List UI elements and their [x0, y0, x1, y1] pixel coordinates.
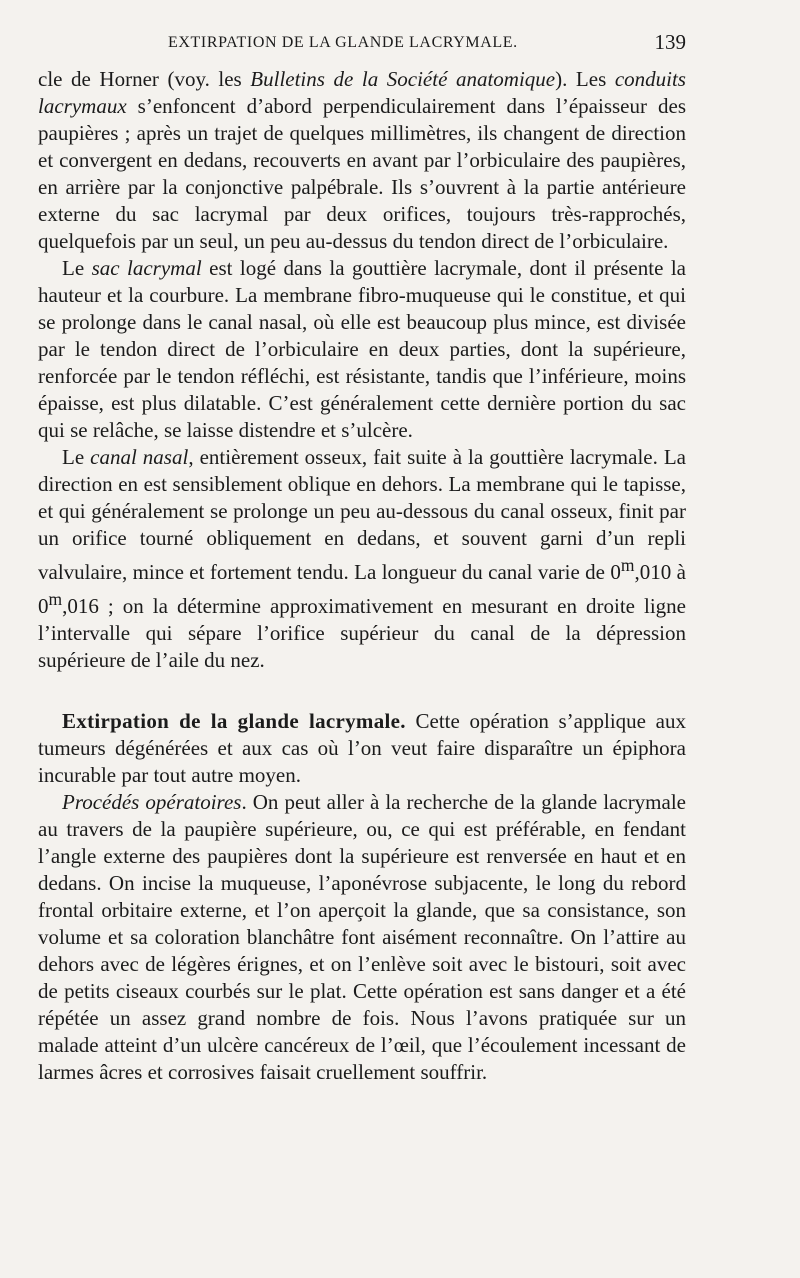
paragraph-nasal-canal: [38, 444, 686, 674]
paragraph-lacrymal-ducts: [38, 66, 686, 255]
text-run: s’enfoncent d’abord perpendiculairement dans l’épaisseur des paupières ; après un trajet de quelques millimètres, ils changent de direction et convergent en dedans, recouverts en avant par l’orbiculaire des paupières, en arrière par la conjonctive palpébrale. Ils s’ouvrent à la partie antérieure externe du sac lacrymal par deux orifices, toujours très-rapprochés, quelquefois par un seul, un peu au-dessus du tendon direct de l’orbiculaire.: [38, 94, 686, 253]
text-run: Le: [62, 256, 92, 280]
paragraph-lacrymal-sac: [38, 255, 686, 444]
italic-citation: Bulletins de la Société anatomique: [250, 67, 556, 91]
text-run: Cette opération s’applique aux tumeurs dégénérées et aux cas où l’on veut faire disparaître un épiphora incurable par tout autre moyen.: [38, 709, 686, 787]
superscript-unit: m: [620, 555, 635, 575]
page-header: [38, 30, 686, 60]
text-run: ). Les: [555, 67, 615, 91]
running-title: EXTIRPATION DE LA GLANDE LACRYMALE.: [168, 34, 518, 51]
text-run: ,016 ; on la détermine approximativement en mesurant en droite ligne l’intervalle qui sépare l’orifice supérieur du canal de la dépression supérieure de l’aile du nez.: [38, 594, 686, 672]
italic-subheading: Procédés opératoires: [62, 790, 242, 814]
body-text: [38, 66, 686, 1086]
page-number: 139: [654, 30, 686, 54]
italic-term: conduits lacrymaux: [38, 67, 686, 118]
superscript-unit: m: [48, 589, 63, 609]
text-run: , entièrement osseux, fait suite à la gouttière lacrymale. La direction en est sensiblement oblique en dehors. La membrane qui le tapisse, et qui généralement se prolonge un peu au-dessous du canal osseux, finit par un orifice tourné obliquement en dedans, et souvent garni d’un repli valvulaire, mince et fortement tendu. La longueur du canal varie de 0: [38, 445, 687, 584]
section-gap: [38, 674, 686, 708]
paragraph-extirpation: [38, 708, 686, 789]
text-run: cle de Horner (voy. les: [38, 67, 251, 91]
italic-term: canal nasal: [90, 445, 189, 469]
section-heading: Extirpation de la glande lacrymale.: [62, 709, 406, 733]
italic-term: sac lacrymal: [91, 256, 202, 280]
text-run: ,010 à 0: [38, 560, 686, 618]
paragraph-operative-procedures: [38, 789, 686, 1086]
text-run: Le: [62, 445, 91, 469]
text-run: . On peut aller à la recherche de la glande lacrymale au travers de la paupière supérieure, ou, ce qui est préférable, en fendant l’angle externe des paupières dont la supérieure est renversée en haut et en dedans. On incise la muqueuse, l’aponévrose subjacente, le long du rebord frontal orbitaire externe, et l’on aperçoit la glande, que sa consistance, son volume et sa coloration blanchâtre font aisément reconnaître. On l’attire au dehors avec de légères érignes, et on l’enlève soit avec le bistouri, soit avec de petits ciseaux courbés sur le plat. Cette opération est sans danger et a été répétée un assez grand nombre de fois. Nous l’avons pratiquée sur un malade atteint d’un ulcère cancéreux de l’œil, que l’écoulement incessant de larmes âcres et corrosives faisait cruellement souffrir.: [38, 790, 686, 1084]
text-run: est logé dans la gouttière lacrymale, dont il présente la hauteur et la courbure. La membrane fibro-muqueuse qui le constitue, et qui se prolonge dans le canal nasal, où elle est beaucoup plus mince, est divisée par le tendon direct de l’orbiculaire en deux parties, dont la supérieure, renforcée par le tendon réfléchi, est résistante, tandis que l’inférieure, moins épaisse, est plus dilatable. C’est généralement cette dernière portion du sac qui se relâche, se laisse distendre et s’ulcère.: [38, 256, 686, 442]
